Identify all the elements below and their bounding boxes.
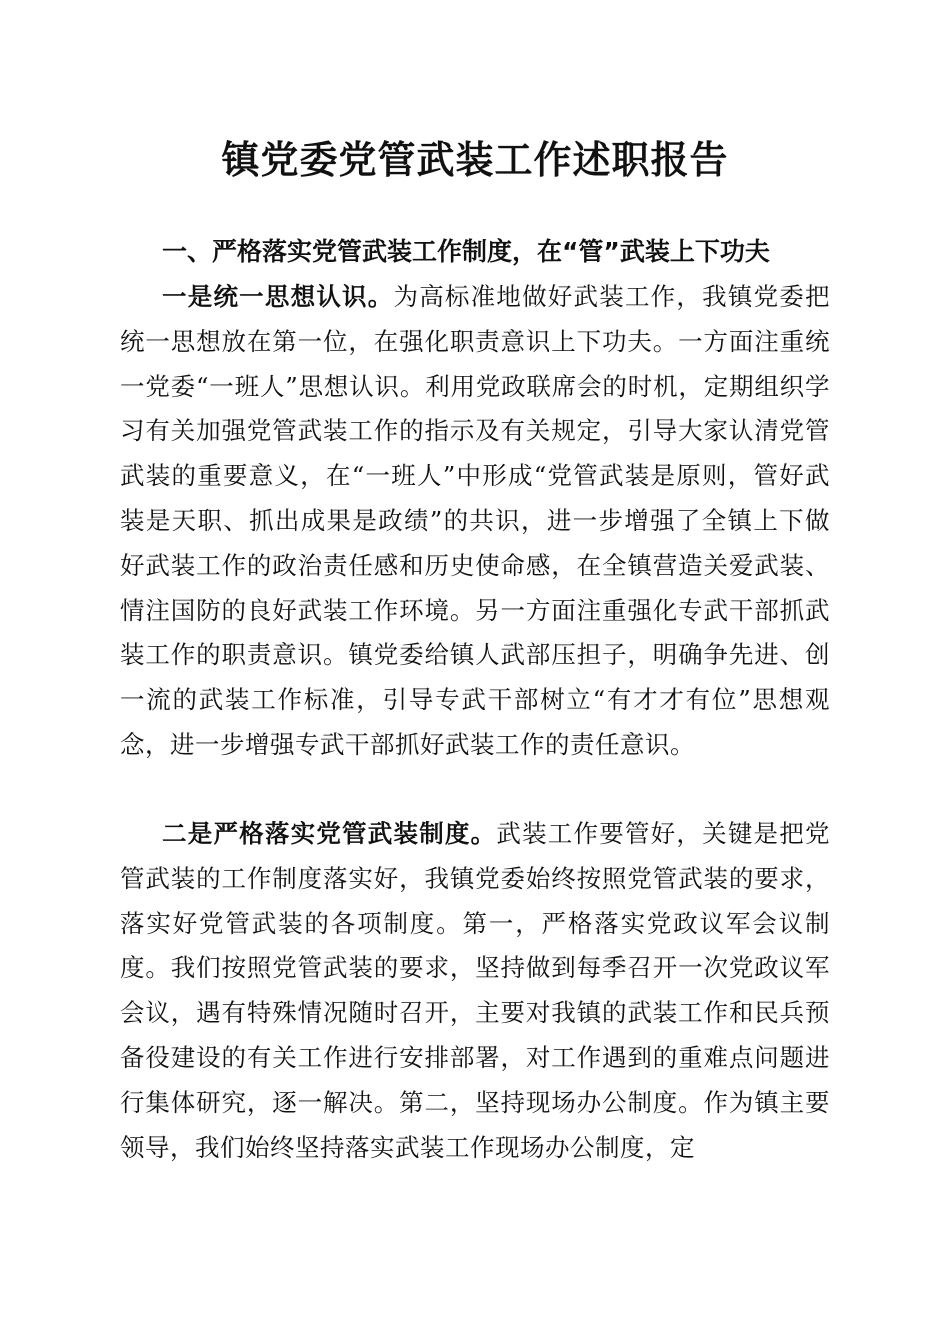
paragraph-1-text: 为高标准地做好武装工作，我镇党委把统一思想放在第一位，在强化职责意识上下功夫。一方面注重统一党委“一班人”思想认识。利用党政联席会的时机，定期组织学习有关加强党管武装工作的指示及有关规定，引导大家认清党管武装的重要意义，在“一班人”中形成“党管武装是原则，管好武装是天职、抓出成果是政绩”的共识，进一步增强了全镇上下做好武装工作的政治责任感和历史使命感，在全镇营造关爱武装、情注国防的良好武装工作环境。另一方面注重强化专武干部抓武装工作的职责意识。镇党委给镇人武部压担子，明确争先进、创一流的武装工作标准，引导专武干部树立“有才才有位”思想观念，进一步增强专武干部抓好武装工作的责任意识。 bbox=[120, 282, 831, 759]
paragraph-2 bbox=[120, 812, 830, 1170]
paragraph-1-lead: 一是统一思想认识。 bbox=[162, 282, 394, 311]
paragraph-1 bbox=[120, 275, 830, 768]
section-heading: 一、严格落实党管武装工作制度，在“管”武装上下功夫 bbox=[162, 237, 770, 266]
paragraph-2-text: 武装工作要管好，关键是把党管武装的工作制度落实好，我镇党委始终按照党管武装的要求，落实好党管武装的各项制度。第一，严格落实党政议军会议制度。我们按照党管武装的要求，坚持做到每季召开一次党政议军会议，遇有特殊情况随时召开，主要对我镇的武装工作和民兵预备役建设的有关工作进行安排部署，对工作遇到的重难点问题进行集体研究，逐一解决。第二，坚持现场办公制度。作为镇主要领导，我们始终坚持落实武装工作现场办公制度，定 bbox=[120, 819, 830, 1162]
page-title: 镇党委党管武装工作述职报告 bbox=[221, 137, 729, 182]
paragraph-2-lead: 二是严格落实党管武装制度。 bbox=[162, 819, 497, 848]
